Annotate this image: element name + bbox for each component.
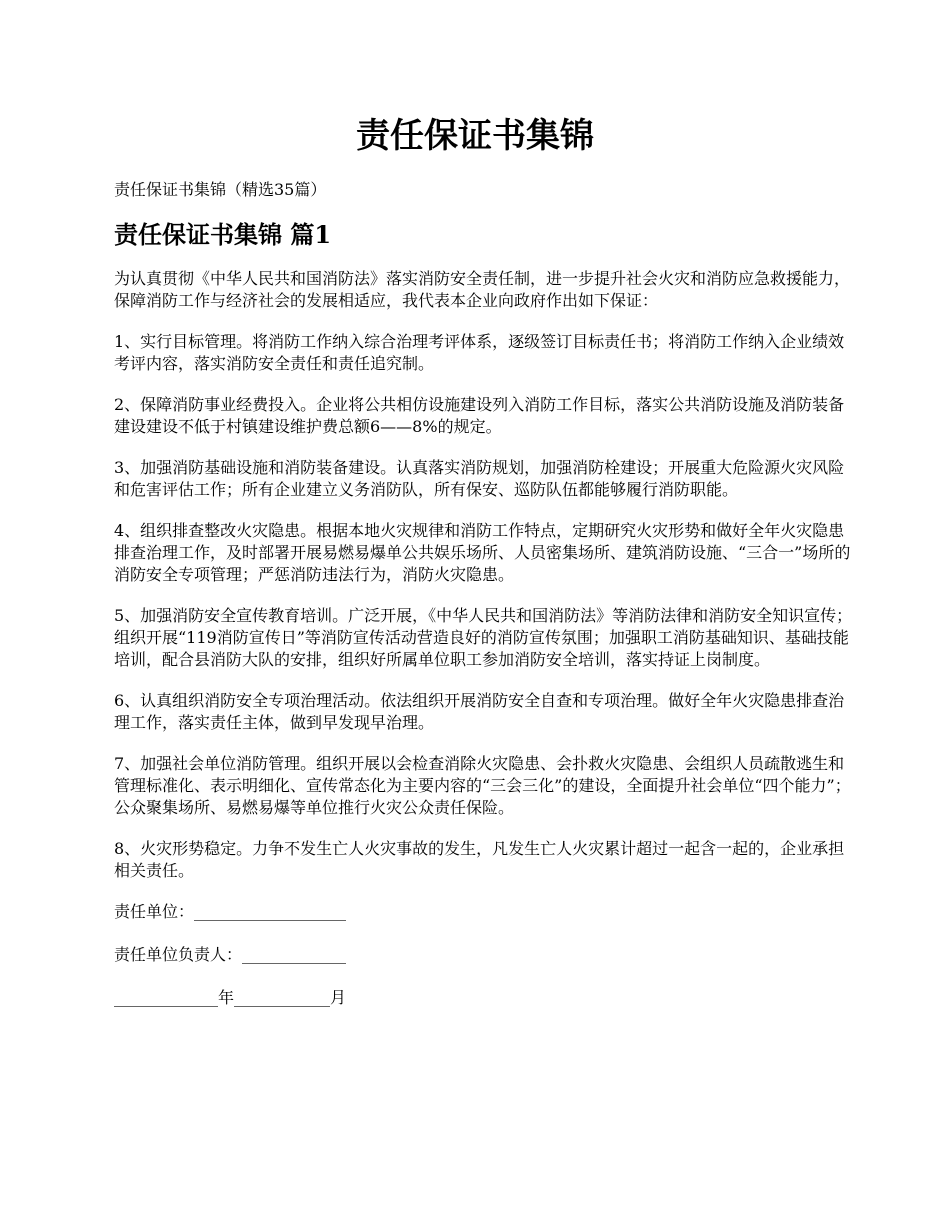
signature-leader-line: 责任单位负责人：_____________	[114, 945, 347, 964]
signature-date-line: _____________年____________月	[114, 988, 347, 1007]
clause-2: 2、保障消防事业经费投入。企业将公共相仿设施建设列入消防工作目标，落实公共消防设施及消防装备建设建设不低于村镇建设维护费总额6——8%的规定。	[114, 395, 845, 436]
intro-paragraph: 为认真贯彻《中华人民共和国消防法》落实消防安全责任制，进一步提升社会火灾和消防应急救援能力，保障消防工作与经济社会的发展相适应，我代表本企业向政府作出如下保证：	[114, 269, 851, 310]
clause-6: 6、认真组织消防安全专项治理活动。依法组织开展消防安全自查和专项治理。做好全年火灾隐患排查治理工作，落实责任主体，做到早发现早治理。	[114, 691, 845, 732]
clause-1: 1、实行目标管理。将消防工作纳入综合治理考评体系，逐级签订目标责任书；将消防工作纳入企业绩效考评内容，落实消防安全责任和责任追究制。	[114, 332, 845, 373]
document-subtitle: 责任保证书集锦（精选35篇）	[114, 180, 327, 199]
clause-7: 7、加强社会单位消防管理。组织开展以会检查消除火灾隐患、会扑救火灾隐患、会组织人员疏散逃生和管理标准化、表示明细化、宣传常态化为主要内容的“三会三化”的建设，全面提升社会单位“四个能力”；公众聚集场所、易燃易爆等单位推行火灾公众责任保险。	[114, 754, 851, 817]
clause-5: 5、加强消防安全宣传教育培训。广泛开展，《中华人民共和国消防法》等消防法律和消防安全知识宣传；组织开展“119消防宣传日”等消防宣传活动营造良好的消防宣传氛围；加强职工消防基础知识、基础技能培训，配合县消防大队的安排，组织好所属单位职工参加消防安全培训，落实持证上岗制度。	[114, 606, 853, 669]
clause-4: 4、组织排查整改火灾隐患。根据本地火灾规律和消防工作特点，定期研究火灾形势和做好全年火灾隐患排查治理工作，及时部署开展易燃易爆单公共娱乐场所、人员密集场所、建筑消防设施、“三合一”场所的消防安全专项管理；严惩消防违法行为，消防火灾隐患。	[114, 521, 851, 584]
document-title: 责任保证书集锦	[356, 116, 594, 156]
clause-8: 8、火灾形势稳定。力争不发生亡人火灾事故的发生，凡发生亡人火灾累计超过一起含一起的，企业承担相关责任。	[114, 839, 845, 880]
clause-3: 3、加强消防基础设施和消防装备建设。认真落实消防规划，加强消防栓建设；开展重大危险源火灾风险和危害评估工作；所有企业建立义务消防队，所有保安、巡防队伍都能够履行消防职能。	[114, 458, 845, 499]
section-heading: 责任保证书集锦 篇1	[114, 220, 332, 249]
signature-unit-line: 责任单位：___________________	[114, 902, 347, 921]
document-body	[114, 178, 854, 1030]
